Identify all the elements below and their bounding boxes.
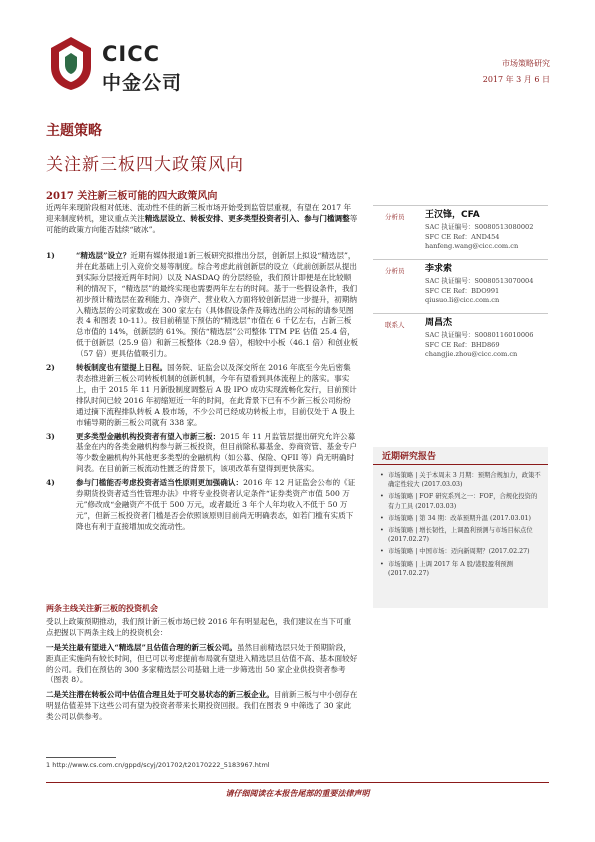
analyst-sac: SAC 执证编号：S0080513070004 <box>425 277 534 286</box>
legal-disclaimer: 请仔细阅读在本报告尾部的重要法律声明 <box>225 788 370 798</box>
recent-reports-divider <box>373 464 548 465</box>
opportunities-intro: 受以上政策预期推动，我们预计新三板市场已较 2016 年有明显起色，我们建议在当下可重点把握以下两条主线上的投资机会： <box>46 616 352 637</box>
item-number: 4) <box>46 478 55 488</box>
item-title: 更多类型金融机构投资者有望入市新三板： <box>76 431 221 441</box>
item-number: 2) <box>46 363 55 373</box>
recent-report-link[interactable]: • 市场策略 | 上调 2017 年 A 股/港股盈利预测 (2017.02.27) <box>378 560 543 578</box>
item-body: 2016 年 12 月证监会公布的《证券期货投资者适当性管理办法》中将专业投资者认定条件“证券类资产市值 500 万元”修改成“金融资产不低于 500 万元，或者最近 3 年个人年均收入不低于 50 万元”，但新三板投资者门槛是否会依照该原则目前尚无明确表态，如若门槛有实质下降也有利于直接增加成交流动性。 <box>76 478 356 531</box>
policy-item <box>46 251 358 360</box>
item-number: 1) <box>46 251 55 260</box>
analyst-sfc: SFC CE Ref：BDO991 <box>425 286 500 295</box>
header-meta <box>483 56 550 88</box>
intro-seg: 等可能的政策方向能否陆续“破冰”。 <box>46 213 358 234</box>
recent-report-link[interactable]: • 市场策略 | 中国市场：迈向新周期？(2017.02.27) <box>378 547 543 556</box>
analyst-sidebar <box>373 205 548 367</box>
report-date: 2017 年 3 月 6 日 <box>482 75 550 84</box>
analyst-email[interactable]: qiusuo.li@cicc.com.cn <box>425 296 500 305</box>
cicc-logo <box>46 34 186 94</box>
policy-item <box>46 432 358 476</box>
intro-seg: 近两年来现阶段相对低迷、流动性不佳的新三板市场开始受到监管层重视， <box>46 203 297 212</box>
intro-seg-bold: 精选层设立、转板安排、更多类型投资者引入、参与门槛调整 <box>144 213 350 223</box>
theme1-body: 虽然目前精选层只处于预期阶段，距真正实施尚有较长时间，但已可以考虑提前布局就有望进入精选层且估值不高、基本面较好的公司。我们在预估的 300 多家精选层公司基础上进一步筛选出 50 家企业供投资者参考（图表 8）。 <box>46 642 358 685</box>
intro-seg: 有望在 2017 年迎来制度转机，建议重点关注 <box>46 203 352 223</box>
item-body: 近期有媒体报道1新三板研究拟推出分层，创新层上拟设“精选层”，并在此基础上引入竞价交易等制度。综合考虑此前创新层的设立（此前创新层从提出到实际分层接近两年时间）以及 NASDAQ 的分层经验，我们预计即便是在比较顺利的情况下，“精选层”的最终实现也需要两年左右的时间。基于一些假设条件，我们初步预计精选层在盈利能力、净资产、营业收入方面将较创新层进一步提升，初期纳入精选层的公司家数或在 300 家左右（具体假设条件及筛选出的公司标的请参见图表 4 和图表 10-11）。按目前稍显下预估的“精选层”市值在 6 千亿左右，占新三板总市值的 14%，创新层的 61%。预估“精选层”公司整体 TTM PE 估值 25.4 倍，低于创新层（25.9 倍）和新三板整体（28.9 倍），相较中小板（46.1 倍）和创业板（57 倍）更具估值吸引力。 <box>76 251 358 359</box>
analyst-card <box>373 313 548 367</box>
logo-text-en: CICC <box>102 42 161 66</box>
item-number: 3) <box>46 431 55 441</box>
analyst-sac: SAC 执证编号：S0080116010006 <box>425 331 534 340</box>
logo-text-cn: 中金公司 <box>102 72 183 94</box>
analyst-sfc: SFC CE Ref：BHD869 <box>425 340 500 349</box>
recent-reports-list <box>378 471 543 581</box>
recent-report-link[interactable]: • 市场策略 | 关于本周末 3 月期：预期合规加力，政策不确定性较大 (2017.03.03) <box>378 471 543 489</box>
recent-report-link[interactable]: • 市场策略 | FOF 研究系列之一：FOF，合规化投资的有力工具 (2017.03.03) <box>378 492 543 510</box>
item-title: 转板制度也有望提上日程。 <box>76 363 168 373</box>
footnote-link[interactable]: 1 http://www.cs.com.cn/gppd/scyj/201702/t20170222_5183967.html <box>46 761 270 769</box>
recent-report-link[interactable]: • 市场策略 | 增长韧性，上调盈利预测与市场目标点位 (2017.02.27) <box>378 526 543 544</box>
item-body: 2015 年 11 月监管层提出研究允许公募基金在内的各类金融机构参与新三板投资，但目前除私募基金、券商资管、基金专户等少数金融机构外其他更多类型的金融机构（如公募、保险、QFII 等）尚无明确时间表。在目前新三板流动性匮乏的背景下，该项改革有望得到更快落实。 <box>76 431 357 474</box>
analyst-card <box>373 259 548 313</box>
report-type: 市场策略研究 <box>502 59 550 68</box>
theme2-body: 目前新三板与中小创存在明显估值差异下这些公司有望为投资者带来长期投资回报。我们在图表 9 中筛选了 30 家此类公司以供参考。 <box>46 690 358 722</box>
opportunities-section <box>46 603 358 723</box>
theme1-title: 一是关注最有望进入“精选层”且估值合理的新三板公司。 <box>46 642 237 652</box>
analyst-sfc: SFC CE Ref：AND454 <box>425 232 500 241</box>
footer-rule <box>46 782 549 783</box>
analyst-role: 分析员 <box>385 267 405 275</box>
recent-report-link[interactable]: • 市场策略 | 第 34 期：改革预期升温 (2017.03.01) <box>378 514 543 523</box>
analyst-name: 王汉锋，CFA <box>425 210 480 220</box>
analyst-card <box>373 205 548 259</box>
analyst-name: 李求索 <box>425 264 453 274</box>
analyst-sac: SAC 执证编号：S0080513080002 <box>425 223 534 232</box>
analyst-role: 联系人 <box>385 321 405 329</box>
heading-four-policies: 2017 关注新三板可能的四大政策风向 <box>46 191 218 202</box>
item-title: “精选层”设立？ <box>76 251 131 260</box>
analyst-email[interactable]: hanfeng.wang@cicc.com.cn <box>425 242 519 251</box>
heading-opportunities: 两条主线关注新三板的投资机会 <box>46 603 158 613</box>
analyst-name: 周昌杰 <box>425 318 453 328</box>
theme2-title: 二是关注潜在转板公司中估值合理且处于可交易状态的新三板企业。 <box>46 690 274 700</box>
item-title: 参与门槛能否考虑投资者适当性原则更加强确认： <box>76 478 244 488</box>
item-body: 国务院、证监会以及深交所在 2016 年底至今先后密集表态推进新三板公司转板机制的创新机制，今年有望看到具体流程上的落实。事实上，由于 2015 年 11 月新股制度调整后 A 股 IPO 成功实现流畅化发行，目前预计排队时间已较 2016 年初缩短近一年的时间，在此背景下已有不少新三板公司纷纷通过摘下流程排队转板 A 股市场，不少公司已经成功转板上市，目前仅处于 A 股上市辅导期的新三板公司就有 338 家。 <box>76 363 357 427</box>
analyst-role: 分析员 <box>385 213 405 221</box>
analyst-email[interactable]: changjie.zhou@cicc.com.cn <box>425 350 518 359</box>
intro-paragraph <box>46 203 358 236</box>
cicc-logo-mark-icon <box>46 34 96 92</box>
section-tag: 主题策略 <box>46 123 102 139</box>
report-title: 关注新三板四大政策风向 <box>46 155 244 175</box>
recent-reports-title: 近期研究报告 <box>382 452 437 462</box>
policy-item <box>46 478 358 533</box>
policy-list <box>46 251 358 536</box>
footnote-rule <box>46 757 116 758</box>
policy-item <box>46 363 358 428</box>
